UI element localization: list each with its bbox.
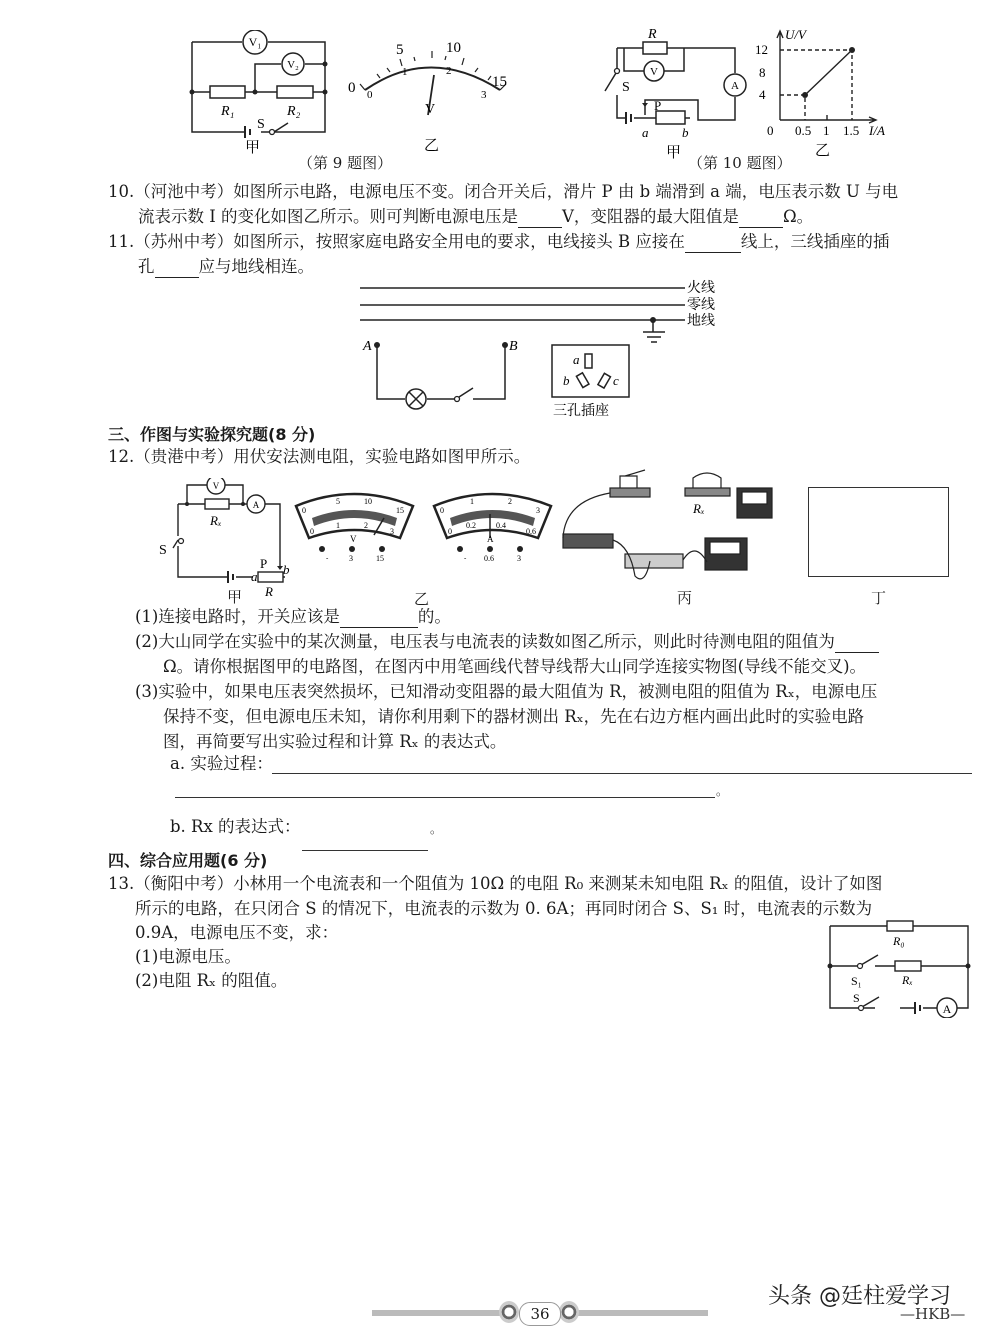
q13-line2: 所示的电路，在只闭合 S 的情况下，电流表的示数为 0. 6A；再同时闭合 S、S₁ 时，电流表的示数为 (135, 899, 873, 918)
svg-text:a: a (642, 125, 649, 140)
page-number: 36 (519, 1302, 561, 1326)
q12-part-b-answer-line[interactable] (302, 850, 428, 851)
svg-text:4: 4 (759, 87, 766, 102)
svg-text:A: A (252, 500, 260, 510)
q12-part3-line3: 图，再简要写出实验过程和计算 Rₓ 的表达式。 (163, 732, 507, 751)
q11-blank-wire[interactable] (685, 234, 741, 253)
svg-text:甲: 甲 (245, 140, 261, 155)
svg-text:b: b (283, 562, 290, 577)
svg-text:a: a (251, 569, 258, 584)
svg-text:3: 3 (481, 89, 487, 101)
svg-text:a: a (573, 352, 580, 367)
svg-text:V: V (425, 102, 436, 117)
svg-text:0: 0 (310, 527, 314, 536)
q12-ding-label: 丁 (871, 589, 887, 607)
svg-text:火线: 火线 (687, 281, 715, 296)
svg-text:R₀: R₀ (893, 934, 905, 948)
q13-line3: 0.9A，电源电压不变，求： (135, 923, 339, 942)
svg-text:三孔插座: 三孔插座 (553, 404, 609, 419)
svg-text:地线: 地线 (687, 314, 715, 329)
section4-title: 四、综合应用题(6 分) (108, 851, 268, 870)
svg-text:0.6: 0.6 (484, 554, 494, 563)
q12-jia-label: 甲 (227, 588, 243, 606)
svg-text:0: 0 (448, 527, 452, 536)
svg-text:-: - (464, 554, 467, 562)
svg-text:U/V: U/V (785, 27, 806, 42)
svg-text:1: 1 (336, 521, 340, 530)
svg-text:5: 5 (336, 497, 340, 506)
fig9-voltmeter-dial-yi (340, 30, 515, 155)
svg-text:10: 10 (446, 40, 461, 56)
q12-yi-label: 乙 (414, 590, 430, 608)
svg-text:15: 15 (396, 506, 404, 515)
q12-part3-line2: 保持不变，但电源电压未知，请你利用剩下的器材测出 Rₓ，先在右边方框内画出此时的实验电路 (163, 707, 865, 726)
q10-blank-resistance[interactable] (739, 209, 783, 228)
svg-text:I/A: I/A (869, 123, 885, 138)
svg-text:0.6: 0.6 (526, 527, 536, 536)
q10-line2: 流表示数 I 的变化如图乙所示。则可判断电源电压是 V，变阻器的最大阻值是 Ω。 (138, 207, 814, 226)
section3-title: 三、作图与实验探究题(8 分) (108, 425, 316, 444)
q13-line1: 13.（衡阳中考）小林用一个电流表和一个阻值为 10Ω 的电阻 R₀ 来测某未知电阻 Rₓ 的阻值，设计了如图 (108, 874, 883, 893)
q10-blank-voltage[interactable] (518, 209, 562, 228)
svg-text:c: c (613, 373, 619, 388)
q12-ammeter-reading (430, 488, 555, 563)
gear-ornament-right-icon (559, 1301, 579, 1323)
svg-text:0: 0 (302, 506, 306, 515)
q12-part-a-line2[interactable] (175, 797, 715, 798)
svg-text:15: 15 (492, 74, 507, 90)
svg-text:乙: 乙 (815, 143, 831, 159)
q12-part1: (1)连接电路时，开关应该是 的。 (135, 607, 451, 626)
svg-text:B: B (509, 339, 518, 354)
q12-part-a-line1[interactable] (272, 773, 972, 774)
svg-text:3: 3 (536, 506, 540, 515)
svg-text:V: V (650, 66, 658, 78)
svg-text:P: P (654, 98, 662, 113)
footer-bar-right (578, 1310, 708, 1316)
q12-voltmeter-reading (292, 488, 417, 563)
svg-text:0.2: 0.2 (466, 521, 476, 530)
q12-part2-line2: Ω。请你根据图甲的电路图，在图丙中用笔画线代替导线帮大山同学连接实物图(导线不能交叉)。 (163, 657, 867, 676)
svg-text:0: 0 (348, 80, 356, 96)
svg-text:零线: 零线 (687, 298, 715, 313)
svg-text:R: R (265, 584, 273, 599)
svg-text:S: S (622, 80, 630, 95)
svg-text:V: V (212, 481, 220, 491)
brand-mark: —HKB— (900, 1305, 966, 1323)
svg-text:V₂: V₂ (287, 59, 299, 71)
q12-blank-resistance[interactable] (835, 634, 879, 653)
svg-text:5: 5 (396, 42, 404, 58)
q12-part-a-end: 。 (716, 784, 729, 798)
q12-blank-switch-state[interactable] (340, 609, 418, 628)
fig10-circuit-jia (600, 25, 750, 160)
svg-text:2: 2 (446, 65, 452, 77)
svg-text:0.4: 0.4 (496, 521, 506, 530)
svg-text:A: A (487, 534, 494, 544)
svg-text:0.5: 0.5 (795, 123, 812, 138)
q13-part1: (1)电源电压。 (135, 947, 241, 966)
q11-blank-hole[interactable] (155, 259, 199, 278)
svg-text:0: 0 (440, 506, 444, 515)
q12-circuit-jia (155, 478, 295, 603)
svg-text:2: 2 (508, 497, 512, 506)
svg-text:0: 0 (767, 123, 774, 138)
svg-text:A: A (363, 339, 372, 354)
gear-ornament-left-icon (499, 1301, 519, 1323)
q11-line2: 孔 应与地线相连。 (138, 257, 314, 276)
svg-text:0: 0 (367, 89, 373, 101)
svg-text:10: 10 (364, 497, 372, 506)
q11-household-circuit-figure (355, 275, 725, 420)
q12-part-b-label: b. Rx 的表达式： (170, 817, 301, 836)
svg-text:V₁: V₁ (248, 35, 262, 49)
svg-text:b: b (563, 373, 570, 388)
svg-text:Rₓ: Rₓ (210, 513, 222, 528)
svg-text:A: A (942, 1002, 952, 1016)
svg-text:1: 1 (823, 123, 830, 138)
svg-text:P: P (260, 556, 268, 571)
q12-ding-drawing-box[interactable] (808, 487, 949, 577)
q11-line1: 11.（苏州中考）如图所示，按照家庭电路安全用电的要求，电线接头 B 应接在 线上，三线插座的插 (108, 232, 890, 251)
svg-text:3: 3 (349, 554, 353, 563)
svg-text:3: 3 (390, 527, 394, 536)
q13-circuit-figure (825, 918, 975, 1018)
q10-line1: 10.（河池中考）如图所示电路，电源电压不变。闭合开关后，滑片 P 由 b 端滑到 a 端，电压表示数 U 与电 (108, 182, 899, 201)
svg-text:S: S (257, 117, 265, 132)
svg-text:1.5: 1.5 (843, 123, 860, 138)
fig9-circuit-jia (185, 30, 335, 155)
svg-text:R₁: R₁ (221, 104, 235, 119)
svg-text:甲: 甲 (666, 145, 682, 160)
fig10-caption: （第 10 题图） (688, 154, 792, 172)
svg-text:Rₓ: Rₓ (693, 501, 705, 516)
svg-text:S: S (159, 543, 167, 558)
svg-text:A: A (731, 80, 739, 92)
svg-text:-: - (326, 554, 329, 562)
svg-text:8: 8 (759, 65, 766, 80)
svg-text:S: S (853, 991, 860, 1005)
svg-text:b: b (682, 125, 689, 140)
svg-text:1: 1 (402, 66, 408, 78)
svg-text:乙: 乙 (424, 138, 440, 154)
svg-text:R₂: R₂ (287, 104, 301, 119)
q12-intro: 12.（贵港中考）用伏安法测电阻，实验电路如图甲所示。 (108, 447, 531, 466)
svg-text:Rₓ: Rₓ (902, 973, 913, 987)
q12-physical-circuit-bing (555, 466, 785, 581)
q12-part3-line1: (3)实验中，如果电压表突然损坏，已知滑动变阻器的最大阻值为 R，被测电阻的阻值为 Rₓ，电源电压 (135, 682, 878, 701)
svg-text:V: V (350, 534, 357, 544)
q12-part-b-end: 。 (430, 822, 443, 836)
watermark: 头条 @廷柱爱学习 (768, 1284, 951, 1309)
svg-text:R: R (648, 27, 657, 42)
q12-part2-line1: (2)大山同学在实验中的某次测量，电压表与电流表的读数如图乙所示，则此时待测电阻的阻值为 (135, 631, 879, 653)
svg-text:1: 1 (470, 497, 474, 506)
svg-text:12: 12 (755, 42, 768, 57)
q13-part2: (2)电阻 Rₓ 的阻值。 (135, 971, 288, 990)
footer-bar-left (372, 1310, 500, 1316)
q12-part-a-label: a. 实验过程： (170, 754, 273, 773)
svg-text:3: 3 (517, 554, 521, 563)
q12-bing-label: 丙 (677, 589, 693, 607)
svg-text:S₁: S₁ (851, 974, 862, 988)
fig9-caption: （第 9 题图） (298, 154, 393, 172)
svg-text:2: 2 (364, 521, 368, 530)
svg-text:15: 15 (376, 554, 384, 563)
fig10-ui-graph-yi (755, 25, 905, 160)
